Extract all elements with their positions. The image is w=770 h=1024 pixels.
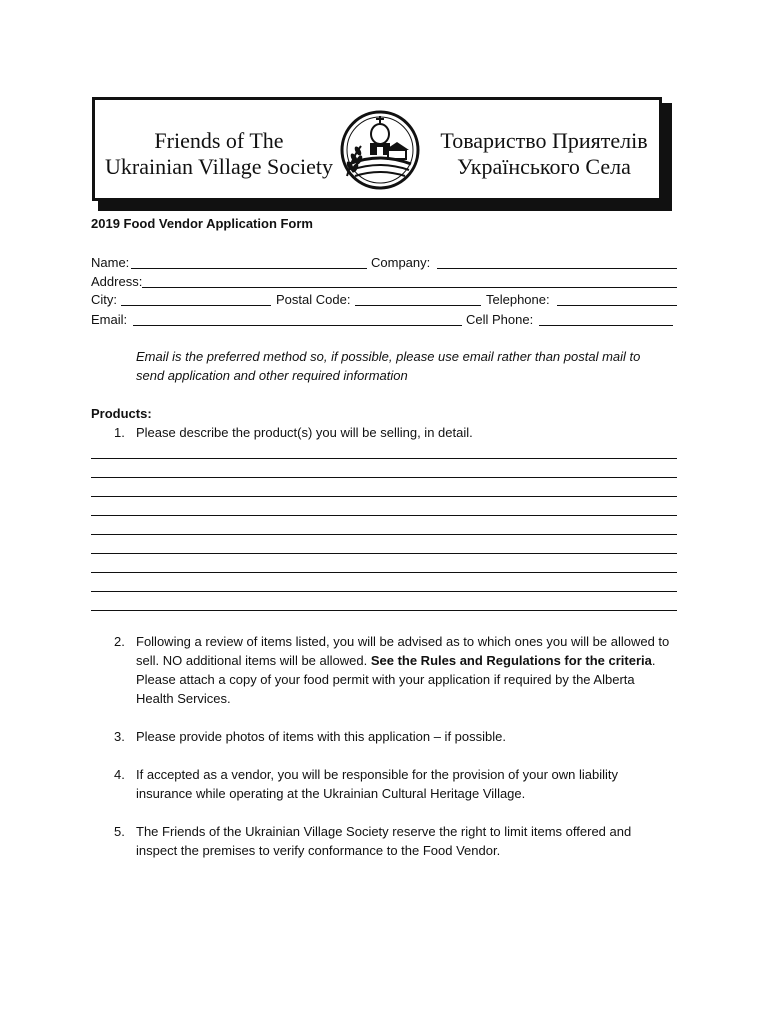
name-field[interactable] (131, 268, 367, 269)
product-description-line[interactable] (91, 515, 677, 516)
product-description-line[interactable] (91, 553, 677, 554)
item-3-number: 3. (114, 729, 125, 744)
product-description-line[interactable] (91, 572, 677, 573)
address-label: Address: (91, 274, 143, 289)
header-banner (92, 97, 662, 201)
address-field[interactable] (142, 287, 677, 288)
item-4-number: 4. (114, 767, 125, 782)
product-description-line[interactable] (91, 534, 677, 535)
name-label: Name: (91, 255, 130, 270)
item-5-text: The Friends of the Ukrainian Village Society reserve the right to limit items offered and inspect the premises to verify conformance to the Food Vendor. (136, 824, 632, 858)
postal-code-label: Postal Code: (276, 292, 351, 307)
telephone-label: Telephone: (486, 292, 550, 307)
products-heading: Products: (91, 406, 152, 421)
item-4-text: If accepted as a vendor, you will be responsible for the provision of your own liability insurance while operating at the Ukrainian Cultural Heritage Village. (136, 767, 618, 801)
product-description-line[interactable] (91, 496, 677, 497)
postal-code-field[interactable] (355, 305, 481, 306)
city-field[interactable] (121, 305, 271, 306)
item-1-text: Please describe the product(s) you will be selling, in detail. (136, 425, 473, 440)
cell-phone-field[interactable] (539, 325, 673, 326)
org-name-uk-line1: Товариство Приятелів (440, 128, 648, 153)
product-description-line[interactable] (91, 591, 677, 592)
item-5-number: 5. (114, 824, 125, 839)
org-name-en-line1: Friends of The (154, 128, 284, 153)
company-label: Company: (371, 255, 431, 270)
telephone-field[interactable] (557, 305, 677, 306)
item-2-number: 2. (114, 634, 125, 649)
email-field[interactable] (133, 325, 462, 326)
email-label: Email: (91, 312, 128, 327)
email-note-line1: Email is the preferred method so, if possible, please use email rather than postal mail to (136, 349, 641, 364)
org-name-english (105, 128, 333, 180)
cell-phone-label: Cell Phone: (466, 312, 534, 327)
product-description-line[interactable] (91, 458, 677, 459)
village-church-wheat-emblem-icon (335, 106, 425, 192)
org-name-uk-line2: Українського Села (457, 154, 631, 179)
email-note-line2: send application and other required information (136, 368, 408, 383)
item-2-text-a: Following a review of items listed, you will be advised as to which ones you will be allowed to sell. NO additional items will be allowed. (136, 634, 670, 668)
rules-regulations-reference: See the Rules and Regulations for the criteria (370, 653, 652, 668)
product-description-line[interactable] (91, 610, 677, 611)
org-name-en-line2: Ukrainian Village Society (105, 154, 333, 179)
form-title: 2019 Food Vendor Application Form (91, 216, 313, 231)
item-1-number: 1. (114, 425, 125, 440)
org-name-ukrainian (431, 128, 657, 180)
item-3-text: Please provide photos of items with this application – if possible. (136, 729, 506, 744)
product-description-line[interactable] (91, 477, 677, 478)
city-label: City: (91, 292, 117, 307)
item-2-text-b: . Please attach a copy of your food permit with your application if required by the Alberta Health Services. (136, 653, 656, 706)
company-field[interactable] (437, 268, 677, 269)
item-2-text (136, 632, 672, 708)
